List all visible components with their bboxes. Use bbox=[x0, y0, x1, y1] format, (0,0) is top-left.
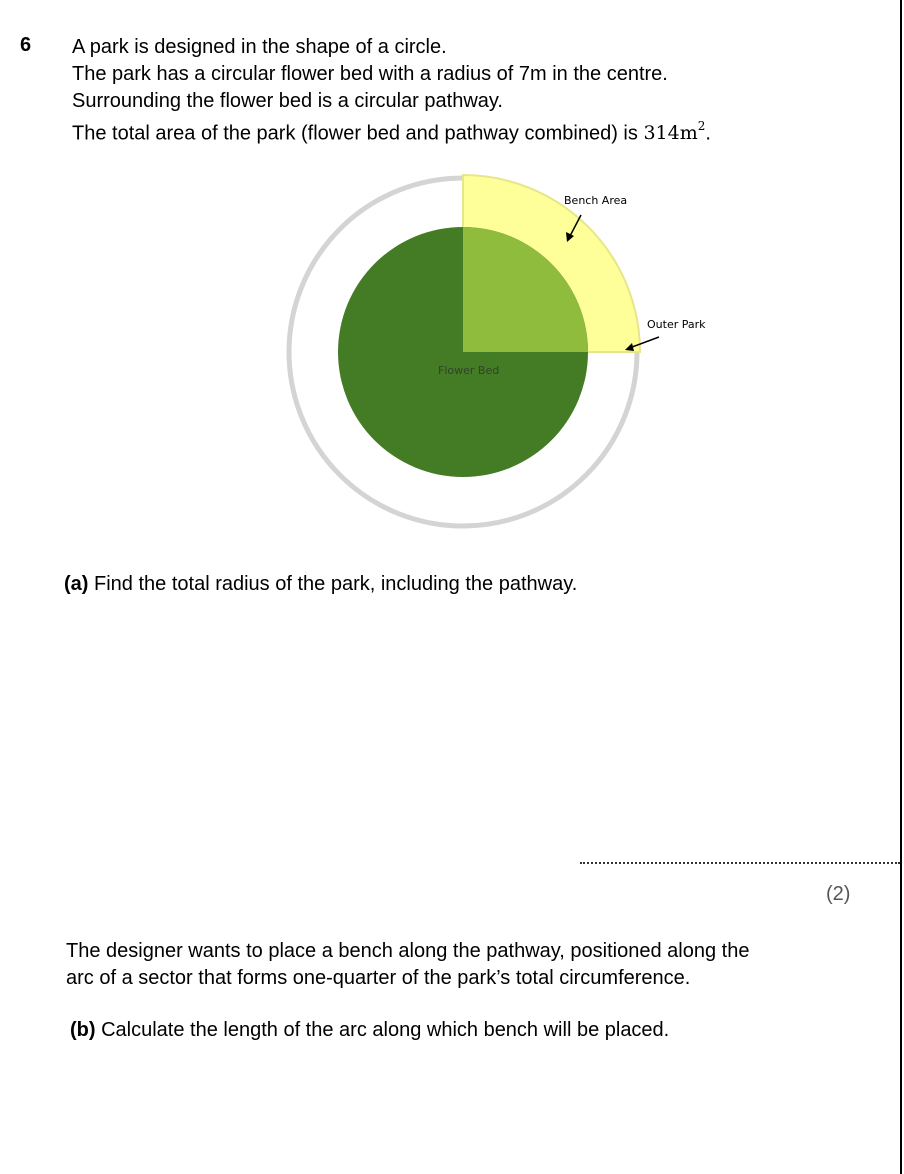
page-right-border bbox=[900, 0, 902, 1174]
intro-line-4 bbox=[72, 115, 882, 147]
part-a-marks: (2) bbox=[826, 883, 851, 905]
area-exponent: 2 bbox=[697, 119, 706, 133]
context-line-1: The designer wants to place a bench along the pathway, positioned along the bbox=[66, 940, 750, 962]
intro-line-3: Surrounding the flower bed is a circular pathway. bbox=[72, 90, 503, 112]
area-expression bbox=[643, 119, 706, 145]
label-flower-bed: Flower Bed bbox=[438, 364, 500, 377]
bench-context bbox=[66, 938, 886, 992]
area-value: 314m bbox=[643, 122, 698, 145]
part-b bbox=[70, 1017, 669, 1044]
part-b-label: (b) bbox=[70, 1019, 96, 1041]
context-line-2: arc of a sector that forms one-quarter of the park’s total circumference. bbox=[66, 967, 691, 989]
part-a-answer-line[interactable] bbox=[580, 862, 900, 864]
label-outer-park: Outer Park bbox=[647, 318, 706, 331]
intro-line-4-text: The total area of the park (flower bed and pathway combined) is bbox=[72, 122, 638, 145]
part-a-text: Find the total radius of the park, including the pathway. bbox=[88, 573, 578, 595]
area-end: . bbox=[705, 122, 711, 145]
question-number: 6 bbox=[20, 34, 32, 56]
label-bench-area: Bench Area bbox=[564, 194, 628, 207]
part-a bbox=[64, 571, 577, 598]
intro-line-1: A park is designed in the shape of a circle. bbox=[72, 36, 447, 58]
question-intro bbox=[72, 34, 882, 147]
park-diagram bbox=[270, 160, 730, 540]
part-a-label: (a) bbox=[64, 573, 89, 595]
part-b-text: Calculate the length of the arc along which bench will be placed. bbox=[95, 1019, 670, 1041]
intro-line-2: The park has a circular flower bed with a radius of 7m in the centre. bbox=[72, 63, 668, 85]
